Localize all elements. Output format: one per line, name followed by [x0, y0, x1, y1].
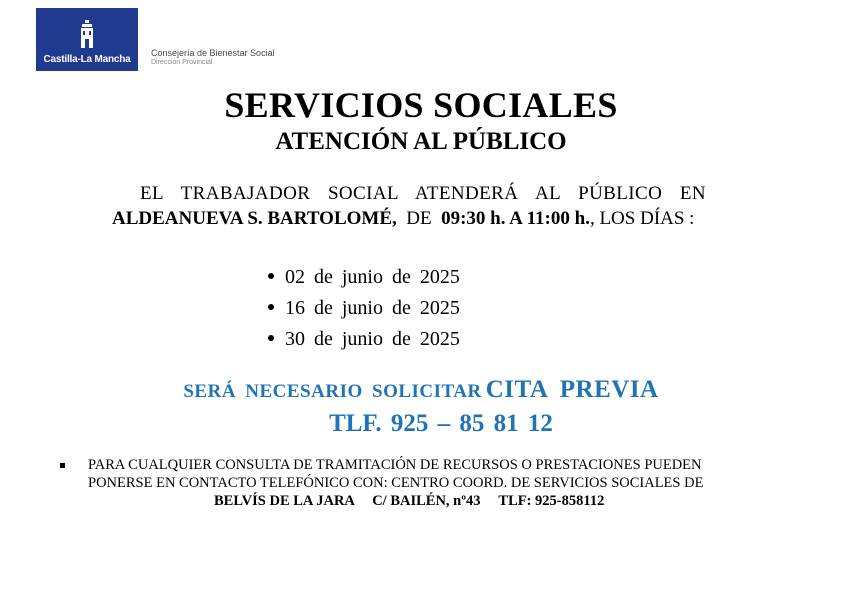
bullet-icon	[268, 273, 274, 279]
page-title: SERVICIOS SOCIALES	[224, 85, 618, 125]
intro-text: EL TRABAJADOR SOCIAL ATENDERÁ AL PÚBLICO EN	[140, 183, 706, 204]
intro-details	[112, 208, 694, 230]
location: ALDEANUEVA S. BARTOLOMÉ,	[112, 208, 397, 229]
appointment-phone: TLF. 925 – 85 81 12	[329, 410, 553, 437]
note-contact-details: BELVÍS DE LA JARA C/ BAILÉN, nº43 TLF: 925-858112	[214, 493, 605, 509]
list-item	[268, 297, 460, 328]
department-subtitle: Dirección Provincial	[151, 59, 213, 66]
schedule: 09:30 h. A 11:00 h.	[441, 208, 590, 229]
department-name: Consejería de Bienestar Social	[151, 48, 275, 58]
intro-de: DE	[406, 208, 432, 229]
contact-note	[88, 456, 790, 510]
date-text: 02 de junio de 2025	[285, 266, 460, 288]
castle-emblem-icon	[79, 20, 95, 50]
list-item	[268, 266, 460, 297]
bullet-icon	[268, 335, 274, 341]
list-item	[268, 328, 460, 359]
dates-list	[268, 266, 460, 359]
logo	[36, 8, 138, 71]
date-text: 30 de junio de 2025	[285, 328, 460, 350]
intro-tail: , LOS DÍAS :	[589, 208, 695, 229]
page-subtitle: ATENCIÓN AL PÚBLICO	[275, 128, 567, 155]
logo-text: Castilla-La Mancha	[43, 54, 131, 65]
appointment-notice	[0, 376, 842, 404]
appointment-prefix: SERÁ NECESARIO SOLICITAR	[183, 381, 482, 402]
date-text: 16 de junio de 2025	[285, 297, 460, 319]
department-block	[151, 48, 275, 68]
square-bullet-icon	[60, 463, 65, 468]
bullet-icon	[268, 304, 274, 310]
note-line: PARA CUALQUIER CONSULTA DE TRAMITACIÓN DE RECURSOS O PRESTACIONES PUEDEN	[88, 457, 702, 473]
note-line: PONERSE EN CONTACTO TELEFÓNICO CON: CENTRO COORD. DE SERVICIOS SOCIALES DE	[88, 475, 704, 491]
appointment-emphasis: CITA PREVIA	[485, 376, 659, 403]
